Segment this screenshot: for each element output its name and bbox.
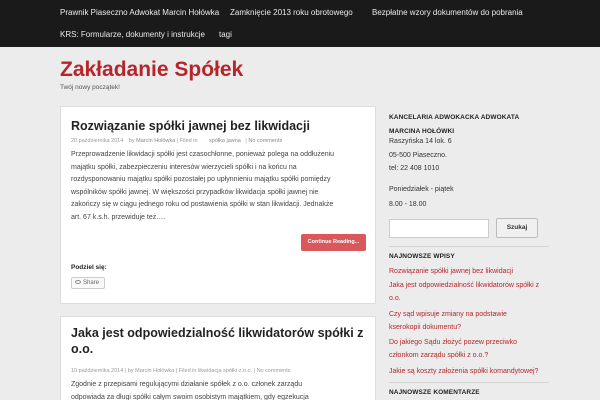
office-heading-line: MARCINA HOŁÓWKI [389,128,455,135]
sidebar-divider [389,246,549,247]
address-line: tel: 22 408 1010 [389,165,440,172]
hours-line: 8.00 - 18.00 [389,201,427,208]
post-excerpt [71,149,367,224]
post-card [60,106,376,304]
excerpt-line: Przeprowadzenie likwidacji spółki jest czasochłonne, ponieważ polega na oddłużeniu [71,151,335,158]
post-meta: 10 października 2014 | by Marcin Hołówka | Filed in likwidacja spółki z.o.o. | No comments [71,368,291,374]
continue-reading-button[interactable]: Continue Reading... [301,234,366,251]
excerpt-line: majątku spółki, zabezpieczeniu interesów wierzycieli spółki i na końcu na [71,163,297,171]
site-description: Twój nowy początek! [60,84,120,91]
nav-item-tagi[interactable]: tagi [219,30,232,39]
excerpt-line: art. 67 k.s.h. przewiduje też…. [71,213,166,221]
sidebar-divider [389,382,549,383]
excerpt-line: wspólników spółki jawnej. W większości przypadków likwidacja spółki jawnej nie [71,188,319,196]
office-heading-line: KANCELARIA ADWOKACKA ADWOKATA [389,114,520,121]
post-title[interactable]: Rozwiązanie spółki jawnej bez likwidacji [71,119,310,133]
post-by-label: by [128,138,135,144]
recent-post-link[interactable]: Czy sąd wpisuje zmiany na podstawie [389,311,507,318]
address-line: 05-500 Piaseczno. [389,151,447,159]
site-title[interactable]: Zakładanie Spółek [60,58,244,81]
recent-post-link[interactable]: Jaka jest odpowiedzialność likwidatorów spółki z [389,282,540,289]
excerpt-line: rozdysponowaniu majątku spółki pozostałej po upłynnieniu majątku spółki pomiędzy [71,176,331,183]
share-icon [75,280,81,284]
recent-post-link[interactable]: Jakie są koszty założenia spółki komandytowej? [389,368,539,375]
recent-post-link[interactable]: Do jakiego Sądu złożyć pozew przeciwko [389,339,518,346]
share-label: Podziel się: [71,264,107,271]
excerpt-line: zakończy się w ciągu jednego roku od postawienia spółki w stan likwidacji. Jednakże [71,201,334,208]
top-navigation [0,0,600,47]
office-address [389,135,452,176]
post-author-link[interactable]: Marcin Hołówka [136,138,176,144]
office-hours [389,182,454,212]
post-card [60,316,376,400]
nav-item-zamkniecie[interactable]: Zamknięcie 2013 roku obrotowego [230,8,353,17]
recent-comments-heading: NAJNOWSZE KOMENTARZE [389,389,480,396]
nav-item-wzory[interactable]: Bezpłatne wzory dokumentów do pobrania [372,8,523,17]
recent-post-link-cont[interactable]: o.o. [389,295,401,302]
share-button-label: Share [83,280,100,286]
excerpt-line: Zgodnie z przepisami regulującymi działanie spółek z o.o. członek zarządu [71,381,303,388]
post-excerpt [71,379,367,400]
excerpt-line: odpowiada za długi spółki całym swoim osobistym majątkiem, gdy egzekucja [71,393,309,400]
recent-post-link[interactable]: Rozwiązanie spółki jawnej bez likwidacji [389,268,514,275]
nav-item-prawnik[interactable]: Prawnik Piaseczno Adwokat Marcin Hołówka [60,8,220,17]
search-button[interactable]: Szukaj [496,218,538,238]
recent-posts-heading: NAJNOWSZE WPISY [389,253,455,260]
post-category-link[interactable]: spółka jawna [209,138,241,144]
address-line: Raszyńska 14 lok. 6 [389,138,452,145]
post-title[interactable] [71,325,363,357]
post-title-line: o.o. [71,342,94,356]
post-filed-label: | Filed in [176,138,198,144]
post-meta [71,138,282,144]
hours-line: Poniedziałek - piątek [389,186,454,193]
nav-item-krs[interactable]: KRS: Formularze, dokumenty i instrukcje [60,30,205,39]
recent-post-link-cont[interactable]: kserokopii dokumentu? [389,324,461,331]
share-button[interactable] [71,277,105,289]
post-title-line: Jaka jest odpowiedzialność likwidatorów spółki z [71,326,364,340]
search-input[interactable] [389,219,489,238]
recent-post-link-cont[interactable]: członkom zarządu spółki z o.o.? [389,352,489,359]
post-comments-link[interactable]: No comments [248,138,283,144]
post-date: 20 października 2014 [71,138,124,144]
post-meta-separator: | [245,138,247,144]
